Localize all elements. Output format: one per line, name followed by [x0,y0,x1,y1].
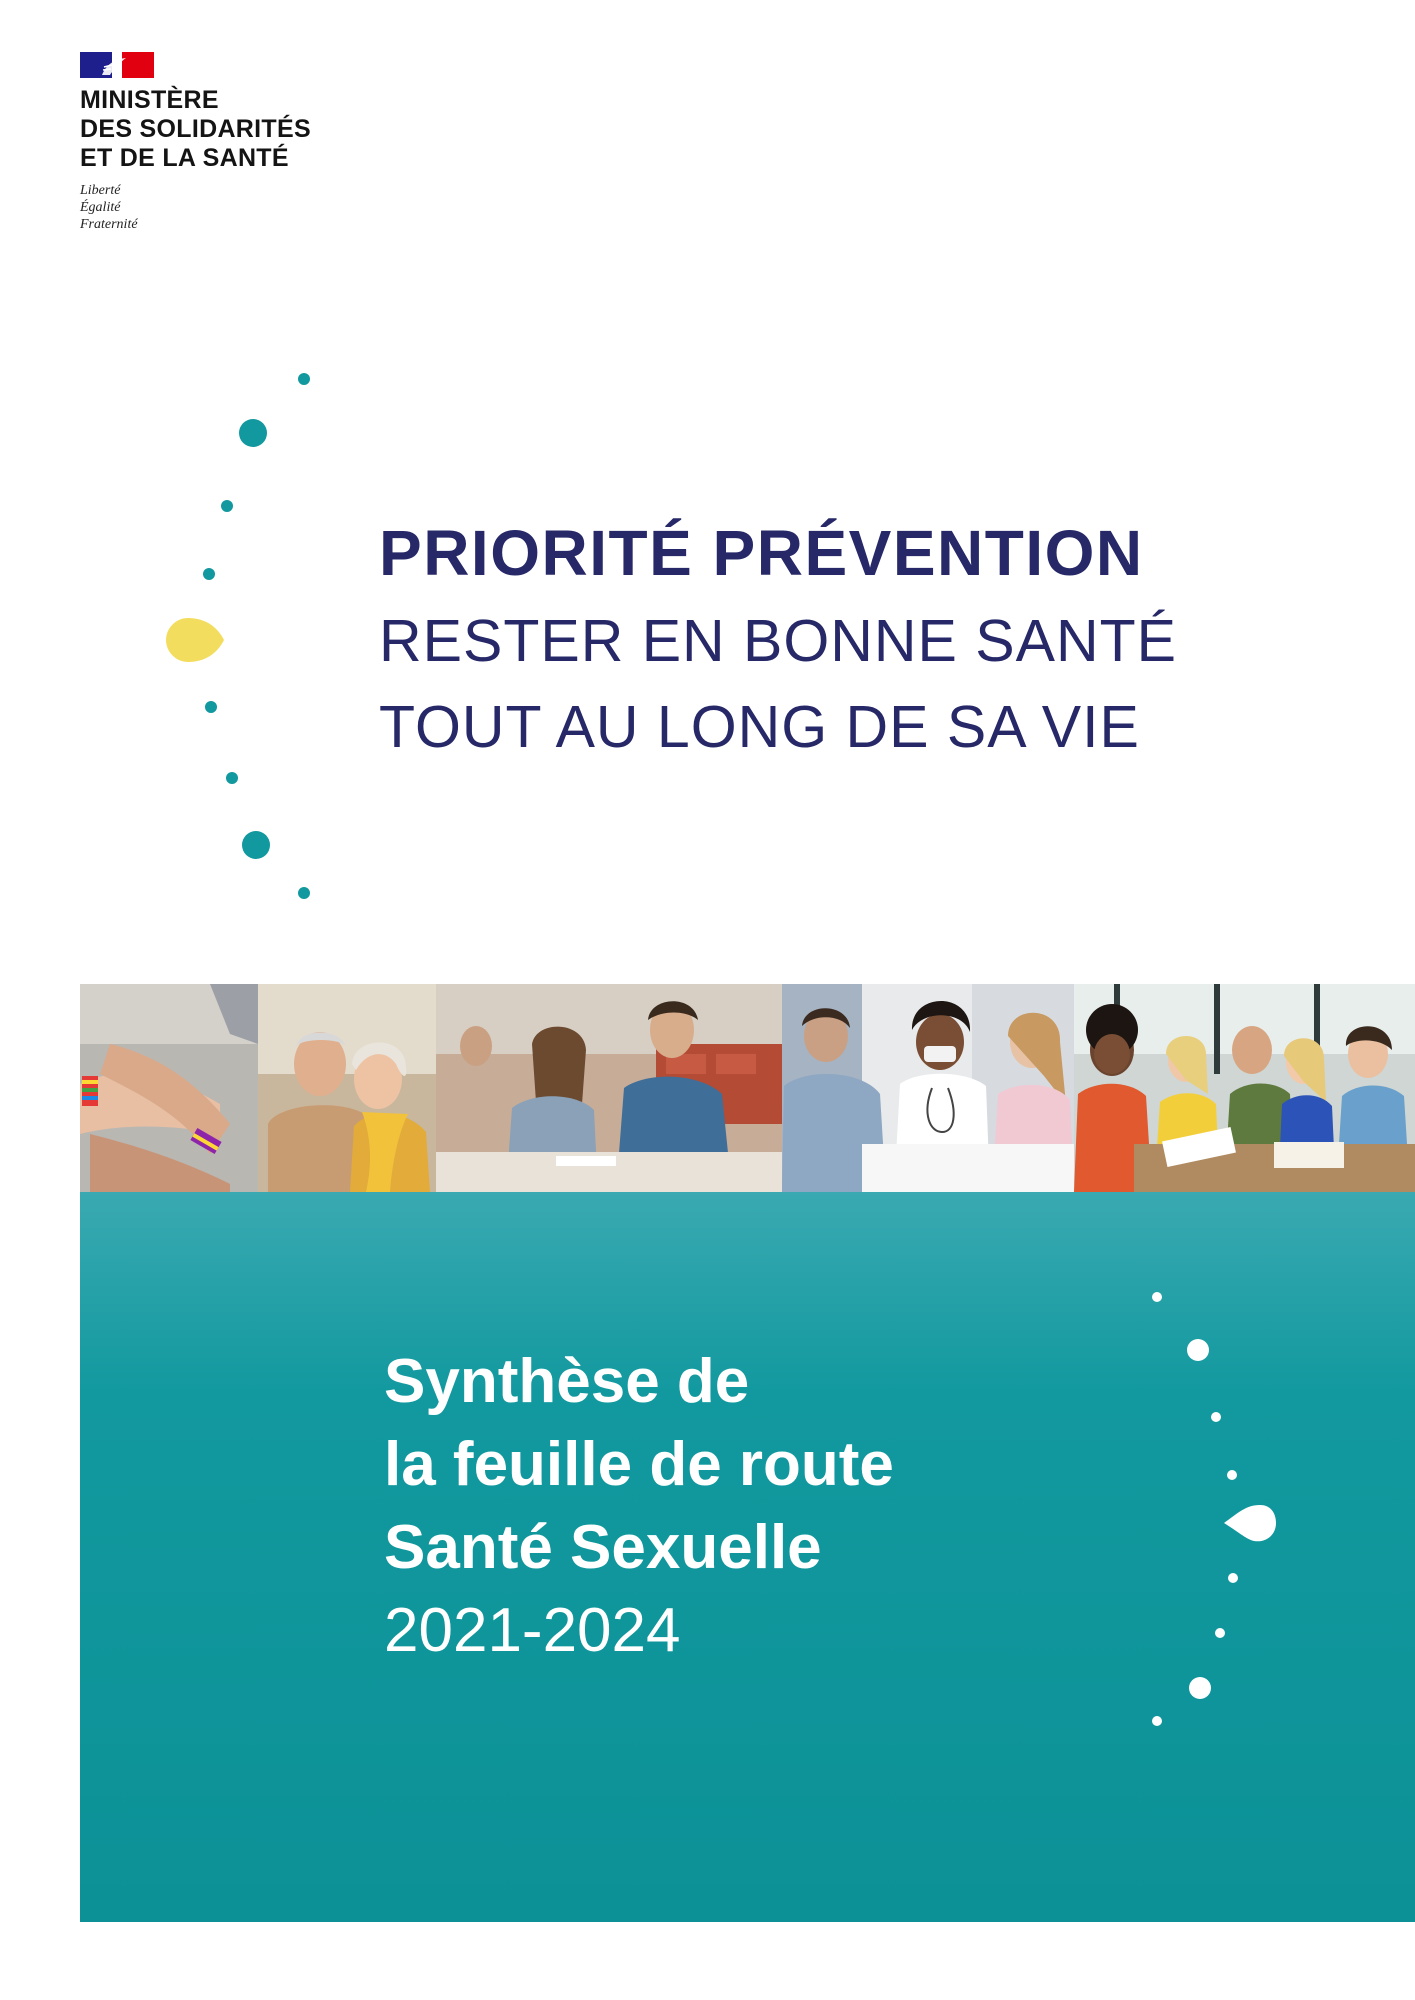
yellow-drop-icon [166,618,224,662]
headline [379,508,1279,770]
ministry-logo [80,52,400,252]
dot-large [1187,1339,1209,1361]
dot-small [1152,1716,1162,1726]
synthese-line-3: Santé Sexuelle [384,1513,822,1582]
doctor-consultation-photo [782,984,1074,1192]
headline-subtitle-line-1: RESTER EN BONNE SANTÉ [379,608,1177,674]
dot-small [221,500,233,512]
headline-title: PRIORITÉ PRÉVENTION [379,517,1144,589]
dot-small [1228,1573,1238,1583]
french-flag-icon [80,52,154,78]
dot-small [226,772,238,784]
motto-egalite: Égalité [80,200,121,215]
dot-small [298,887,310,899]
decorative-dots-bottom [1120,1275,1300,1735]
synthese-line-1: Synthèse de [384,1347,750,1416]
dot-small [298,373,310,385]
senior-couple-photo [258,984,436,1192]
motto-fraternite: Fraternité [80,217,138,232]
synthese-line-2: la feuille de route [384,1430,894,1499]
dot-small [1152,1292,1162,1302]
photo-strip [80,984,1415,1192]
ministry-line-1: MINISTÈRE [80,86,219,114]
ministry-name [80,86,311,173]
hands-rainbow-bracelets-photo [80,984,258,1192]
decorative-dots-top [140,360,340,920]
synthese-title [384,1340,1144,1672]
dot-small [1227,1470,1237,1480]
friends-studying-photo [1074,984,1415,1192]
dot-small [205,701,217,713]
marianne-icon [96,55,136,77]
headline-subtitle-line-2: TOUT AU LONG DE SA VIE [379,694,1140,760]
republic-motto [80,182,138,233]
dot-large [239,419,267,447]
dot-small [203,568,215,580]
ministry-line-2: DES SOLIDARITÉS [80,115,311,143]
dot-small [1215,1628,1225,1638]
ministry-line-3: ET DE LA SANTÉ [80,144,289,172]
synthese-years: 2021-2024 [384,1596,681,1665]
white-drop-icon [1224,1505,1276,1541]
motto-liberte: Liberté [80,183,121,198]
students-lecture-hall-photo [436,984,782,1192]
dot-large [242,831,270,859]
dot-large [1189,1677,1211,1699]
dot-small [1211,1412,1221,1422]
